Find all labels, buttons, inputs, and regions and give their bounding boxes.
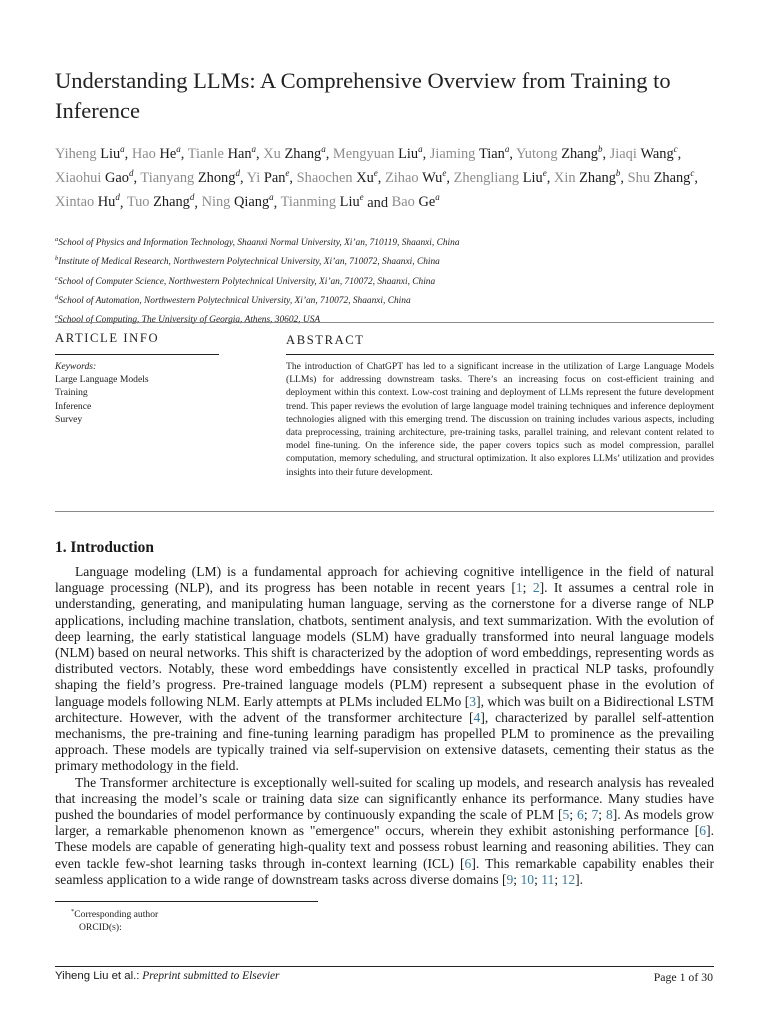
section-heading-introduction: 1. Introduction bbox=[55, 539, 154, 556]
introduction-paragraph-1: Language modeling (LM) is a fundamental approach for achieving cognitive intelligence in the field of natural language processing (NLP), and its progress has been notable in recent years [1; 2]. It assumes a central role in understanding, generating, and manipulating human language, serving as the cornerstone for a diverse range of NLP applications, including machine translation, chatbots, sentiment analysis, and text summarization. With the evolution of deep learning, the early statistical language models (SLM) have gradually transformed into neural language models (NLM) based on neural networks. This shift is characterized by the adoption of word embeddings, representing words as distributed vectors. Notably, these word embeddings have consistently excelled in practical NLP tasks, profoundly shaping the field’s progress. Pre-trained language models (PLM) represent a subsequent phase in the evolution of language models following NLM. Early attempts at PLMs included ELMo [3], which was built on a Bidirectional LSTM architecture. However, with the advent of the transformer architecture [4], characterized by parallel self-attention mechanisms, the pre-training and fine-tuning learning paradigm has propelled PLM to prominence as the prevailing approach. These models are typically trained via self-supervision on extensive datasets, cementing their status as the primary methodology in the field. bbox=[55, 564, 714, 774]
keyword-item: Inference bbox=[55, 400, 92, 412]
abstract-heading: ABSTRACT bbox=[286, 333, 365, 347]
author-name: Xin Zhang$^b$ bbox=[553, 168, 621, 187]
keywords-label: Keywords: bbox=[55, 361, 97, 372]
article-info-heading: ARTICLE INFO bbox=[55, 331, 160, 345]
author-name: Xintao Hu$^d$ bbox=[55, 192, 120, 211]
author-name: Shaochen Xu$^e$ bbox=[296, 168, 378, 187]
author-name: Xu Zhang$^a$ bbox=[263, 144, 326, 162]
paper-title: Understanding LLMs: A Comprehensive Overview from Training to Inference bbox=[55, 68, 671, 123]
footer-divider bbox=[55, 966, 714, 967]
citation-link[interactable]: 5 bbox=[562, 807, 570, 823]
author-name: Jiaqi Wang$^c$ bbox=[609, 144, 678, 162]
affiliation-line: $^d$School of Automation, Northwestern Polytechnical University, Xi’an, 710072, Shaanxi, China bbox=[55, 293, 411, 307]
abstract-text: The introduction of ChatGPT has led to a significant increase in the utilization of Large Language Models (LLMs) for addressing downstream tasks. There’s an increasing focus on cost-efficient training and deployment within this context. Low-cost training and deployment of LLMs represent the future development trend. This paper reviews the evolution of large language model training techniques and inference deployment technologies aligned with this emerging trend. The discussion on training includes various aspects, including data preprocessing, training architecture, pre-training tasks, parallel training, and relevant content related to model fine-tuning. On the inference side, the paper covers topics such as model compression, parallel computation, memory scheduling, and structural optimization. It also explores LLMs’ utilization and provides insights into their future development. bbox=[286, 361, 714, 478]
keyword-item: Training bbox=[55, 387, 88, 399]
author-name: Mengyuan Liu$^a$ bbox=[332, 144, 423, 162]
affiliation-line: $^b$Institute of Medical Research, Northwestern Polytechnical University, Xi’an, 710072, Shaanxi, China bbox=[55, 255, 440, 268]
affiliation-line: $^a$School of Physics and Information Technology, Shaanxi Normal University, Xi’an, 710119, Shaanxi, China bbox=[55, 236, 460, 249]
abstract-divider bbox=[286, 354, 714, 355]
affiliation-line: $^c$School of Computer Science, Northwestern Polytechnical University, Xi’an, 710072, Shaanxi, China bbox=[55, 274, 436, 287]
citation-link[interactable]: 7 bbox=[591, 807, 599, 823]
keywords-block bbox=[55, 360, 149, 426]
corresponding-author-note: *Corresponding author bbox=[71, 908, 159, 921]
author-name: Jiaming Tian$^a$ bbox=[429, 144, 510, 162]
affiliation-line: $^e$School of Computing, The University of Georgia, Athens, 30602, USA bbox=[55, 313, 321, 326]
citation-link[interactable]: 4 bbox=[473, 709, 481, 725]
running-footer bbox=[55, 970, 280, 982]
author-name: Bao Ge$^a$ bbox=[391, 192, 440, 211]
citation-link[interactable]: 2 bbox=[532, 580, 540, 596]
footer-venue: Preprint submitted to Elsevier bbox=[142, 970, 280, 982]
footer-author: Yiheng Liu et al.: bbox=[55, 970, 140, 982]
citation-link[interactable]: 10 bbox=[520, 871, 535, 887]
introduction-paragraph-2: The Transformer architecture is exceptionally well-suited for scaling up models, and research analysis has revealed that increasing the model’s scale or training data size can significantly enhance its performance. Many studies have pushed the boundaries of model performance by continuously expanding the scale of PLM [5; 6; 7; 8]. As models grow larger, a remarkable phenomenon known as "emergence" occurs, wherein they exhibit astonishing performance [6]. These models are capable of generating high-quality text and possess robust learning and reasoning abilities. They can even tackle few-shot learning tasks through in-context learning (ICL) [6]. This remarkable capability enables their seamless application to a wide range of downstream tasks across diverse domains [9; 10; 11; 12]. bbox=[55, 774, 714, 887]
author-name: Tianming Liu$^e$ bbox=[280, 192, 364, 211]
orcid-note: ORCID(s): bbox=[79, 922, 122, 934]
citation-link[interactable]: 9 bbox=[506, 871, 514, 887]
author-and: and bbox=[367, 194, 389, 211]
citation-link[interactable]: 12 bbox=[561, 871, 576, 887]
citation-link[interactable]: 6 bbox=[577, 807, 584, 823]
author-name: Xiaohui Gao$^d$ bbox=[55, 168, 134, 187]
footnotes bbox=[55, 905, 355, 934]
author-name: Yi Pan$^e$ bbox=[246, 168, 290, 187]
author-list: Yiheng Liu$^a$, Hao He$^a$, Tianle Han$^a$, Xu Zhang$^a$, Mengyuan Liu$^a$, Jiaming Tian$^a$, Yutong Zhang$^b$, Jiaqi Wang$^c$, Xiaohui Gao$^d$, Tianyang Zhong$^d$, Yi Pan$^e$, Shaochen Xu$^e$, Zihao Wu$^e$, Zhengliang Liu$^e$, Xin Zhang$^b$, Shu Zhang$^c$, Xintao Hu$^d$, Tuo Zhang$^d$, Ning Qiang$^a$, Tianming Liu$^e$ and Bao Ge$^a$ bbox=[55, 144, 698, 211]
affiliations bbox=[55, 232, 715, 329]
author-name: Shu Zhang$^c$ bbox=[627, 168, 695, 187]
author-name: Zhengliang Liu$^e$ bbox=[453, 168, 547, 187]
citation-link[interactable]: 6 bbox=[464, 855, 472, 871]
author-name: Tianyang Zhong$^d$ bbox=[140, 168, 240, 187]
page-number: Page 1 of 30 bbox=[653, 970, 713, 984]
author-name: Zihao Wu$^e$ bbox=[384, 168, 447, 187]
abstract-bottom-divider bbox=[55, 511, 714, 512]
footnote-divider bbox=[55, 901, 318, 902]
author-name: Yiheng Liu$^a$ bbox=[55, 144, 125, 162]
author-name: Tuo Zhang$^d$ bbox=[126, 192, 195, 211]
citation-link[interactable]: 8 bbox=[605, 807, 613, 823]
citation-link[interactable]: 6 bbox=[699, 823, 707, 839]
citation-link[interactable]: 11 bbox=[541, 871, 555, 887]
citation-link[interactable]: 1 bbox=[515, 580, 523, 596]
keyword-item: Survey bbox=[55, 413, 83, 425]
citation-link[interactable]: 3 bbox=[469, 693, 477, 709]
author-name: Tianle Han$^a$ bbox=[187, 144, 257, 162]
author-name: Yutong Zhang$^b$ bbox=[516, 144, 603, 162]
top-divider bbox=[55, 322, 714, 323]
article-info-divider bbox=[55, 354, 219, 355]
author-name: Ning Qiang$^a$ bbox=[201, 192, 274, 211]
author-name: Hao He$^a$ bbox=[131, 144, 181, 162]
keyword-item: Large Language Models bbox=[55, 374, 149, 386]
introduction-body bbox=[55, 564, 714, 888]
